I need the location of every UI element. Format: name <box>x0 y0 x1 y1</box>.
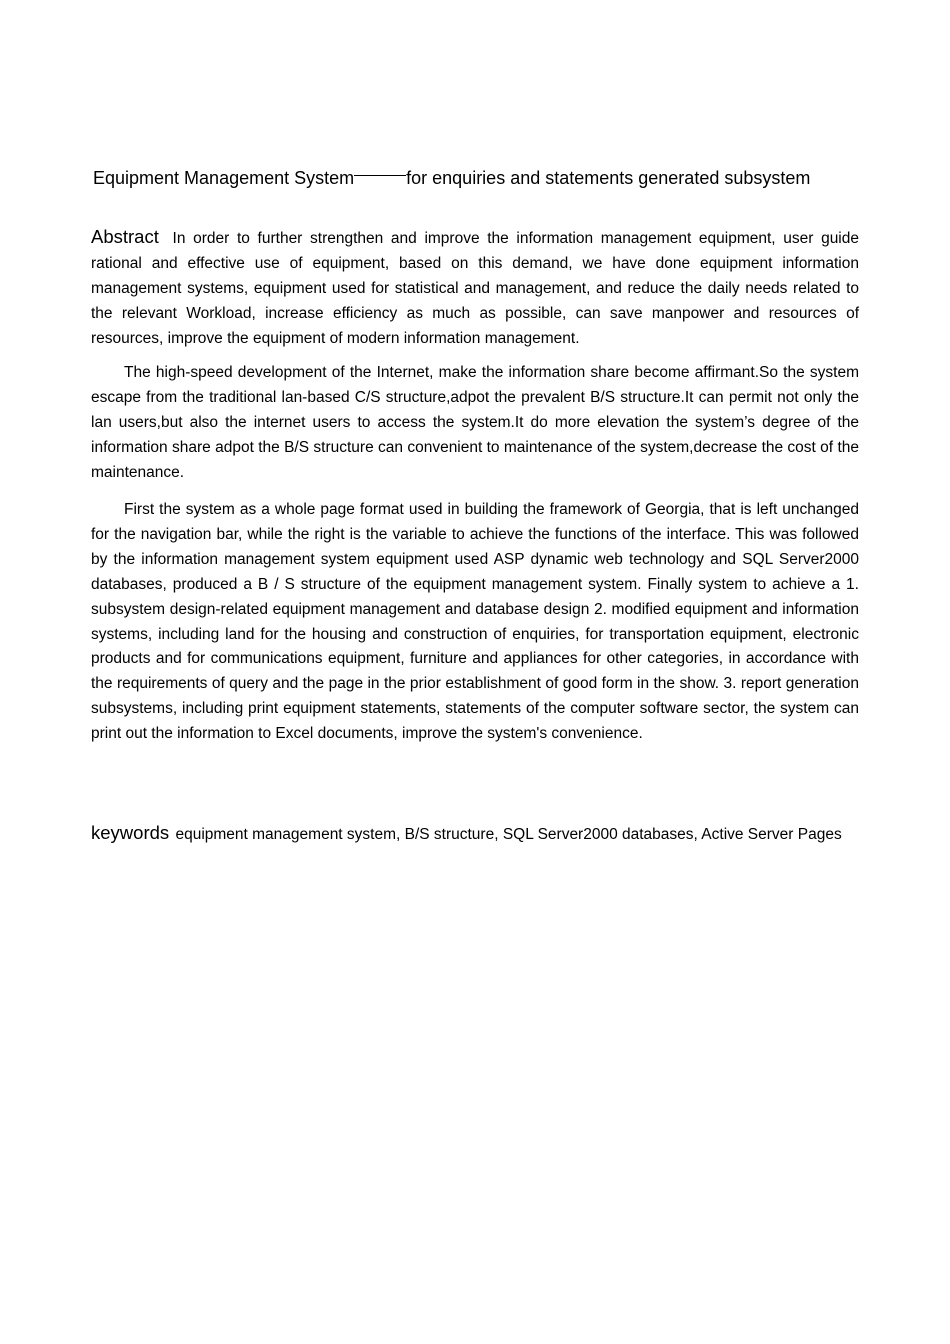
document-title <box>93 165 863 191</box>
abstract-paragraph <box>91 225 859 352</box>
title-dash-separator <box>354 175 406 176</box>
body-paragraph-1: The high-speed development of the Internet, make the information share become affirmant.So the system escape from the traditional lan-based C/S structure,adpot the prevalent B/S structure.It can permit not only the lan users,but also the internet users to access the system.It do more elevation the system’s degree of the information share adpot the B/S structure can convenient to maintenance of the system,decrease the cost of the maintenance. <box>91 364 859 481</box>
keywords-label: keywords <box>91 822 170 843</box>
keywords-text: equipment management system, B/S structure, SQL Server2000 databases, Active Server Pages <box>175 826 842 843</box>
abstract-text: In order to further strengthen and improve the information management equipment, user guide rational and effective use of equipment, based on this demand, we have done equipment information management systems, equipment used for statistical and management, and reduce the daily needs related to the relevant Workload, increase efficiency as much as possible, can save manpower and resources of resources, improve the equipment of modern information management. <box>91 230 859 347</box>
body-paragraph-2: First the system as a whole page format used in building the framework of Georgia, that is left unchanged for the navigation bar, while the right is the variable to achieve the functions of the interface. This was followed by the information management system equipment used ASP dynamic web technology and SQL Server2000 databases, produced a B / S structure of the equipment management system. Finally system to achieve a 1. subsystem design-related equipment management and database design 2. modified equipment and information systems, including land for the housing and construction of enquiries, for transportation equipment, electronic products and for communications equipment, furniture and appliances for other categories, in accordance with the requirements of query and the page in the prior establishment of good form in the show. 3. report generation subsystems, including print equipment statements, statements of the computer software sector, the system can print out the information to Excel documents, improve the system's convenience. <box>91 501 859 743</box>
keywords-paragraph <box>91 821 859 848</box>
title-subtitle: for enquiries and statements generated subsystem <box>406 168 811 188</box>
title-main: Equipment Management System <box>93 168 355 188</box>
abstract-label: Abstract <box>91 226 159 247</box>
